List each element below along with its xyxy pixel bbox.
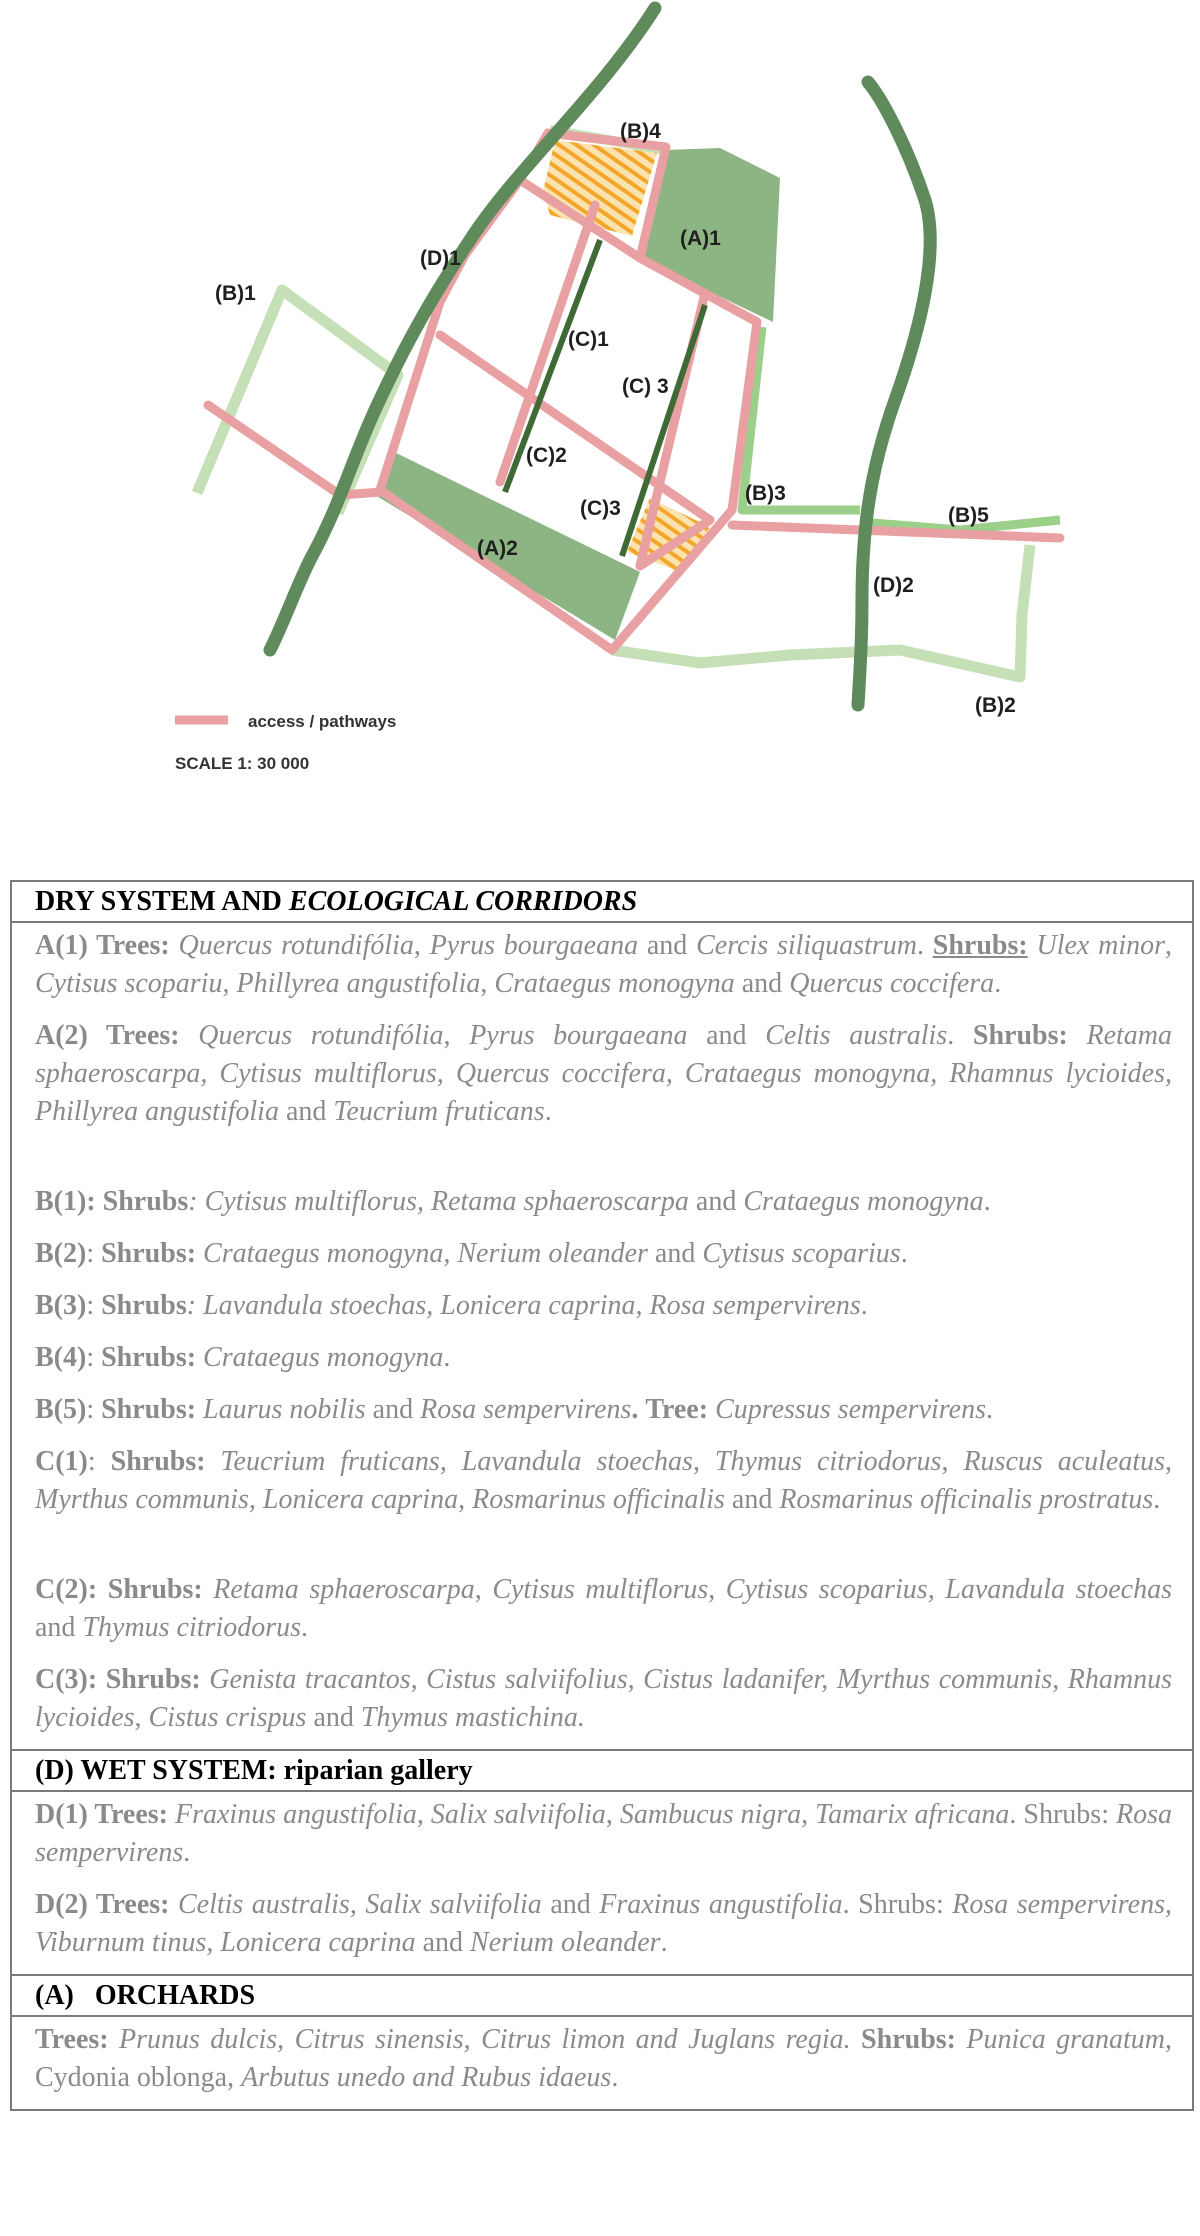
entry-b3 bbox=[35, 1287, 1172, 1325]
d1-shrubs-kw: Shrubs: bbox=[1023, 1799, 1116, 1830]
label-c3-lower: (C)3 bbox=[580, 497, 621, 520]
sep: , bbox=[605, 1799, 620, 1830]
b1-code: B(1): bbox=[35, 1186, 103, 1217]
sep: , bbox=[692, 1446, 715, 1477]
species-table bbox=[10, 880, 1194, 2111]
d1-t2: Salix salviifolia bbox=[430, 1799, 606, 1830]
d1-trees-kw: Trees: bbox=[94, 1799, 175, 1830]
c3-s1: Genista tracantos, Cistus salviifolius, Cistus ladanifer, Myrthus communis, Rhamnus lycioides, Cistus crispus bbox=[35, 1664, 1173, 1733]
c2-s2: Cytisus multiflorus, Cytisus scoparius, Lavandula stoechas bbox=[492, 1574, 1173, 1605]
wet-system-header: (D) WET SYSTEM: riparian gallery bbox=[12, 1751, 1192, 1792]
b1-colon: : bbox=[188, 1186, 205, 1217]
a1-t2: Pyrus bourgaeana bbox=[429, 930, 639, 961]
sep: , bbox=[416, 1799, 431, 1830]
b3-kw: Shrubs bbox=[101, 1290, 187, 1321]
entry-b5 bbox=[35, 1391, 1172, 1429]
sep: . bbox=[660, 1927, 668, 1958]
sep: , bbox=[480, 968, 495, 999]
a2-t3: Celtis australis bbox=[765, 1020, 948, 1051]
c3-kw: Shrubs: bbox=[105, 1664, 210, 1695]
b4-code: B(4) bbox=[35, 1342, 87, 1373]
a1-s2: Cytisus scopariu bbox=[35, 968, 223, 999]
sep: . bbox=[1153, 1484, 1161, 1515]
d2-t1: Celtis australis, Salix salviifolia bbox=[177, 1889, 542, 1920]
sep: . bbox=[183, 1837, 191, 1868]
entry-d2 bbox=[35, 1886, 1172, 1962]
a1-trees-kw: Trees: bbox=[96, 930, 179, 961]
c3-s2: Thymus mastichina bbox=[360, 1702, 578, 1733]
c1-s1: Teucrium fruticans bbox=[220, 1446, 440, 1477]
ecological-corridors-map bbox=[0, 0, 1200, 800]
sep: , bbox=[474, 1574, 493, 1605]
c1-s8: Rosmarinus officinalis prostratus bbox=[779, 1484, 1154, 1515]
dry-system-section bbox=[12, 923, 1192, 1751]
c1-code: C(1) bbox=[35, 1446, 88, 1477]
sep: . bbox=[947, 1020, 955, 1051]
b2-s1: Crataegus monogyna, Nerium oleander bbox=[203, 1238, 648, 1269]
b5-tree-kw: Tree: bbox=[645, 1394, 716, 1425]
sep: , bbox=[439, 1446, 462, 1477]
sep: . bbox=[631, 1394, 639, 1425]
sep: , bbox=[443, 1020, 470, 1051]
sep: . bbox=[577, 1702, 585, 1733]
b3-colon2: : bbox=[186, 1290, 204, 1321]
b5-code: B(5) bbox=[35, 1394, 87, 1425]
d2-t2: Fraxinus angustifolia bbox=[599, 1889, 843, 1920]
entry-orchards bbox=[35, 2021, 1172, 2097]
sep: . bbox=[443, 1342, 451, 1373]
a2-t1: Quercus rotundifólia bbox=[198, 1020, 444, 1051]
b3-s1: Lavandula stoechas, Lonicera caprina, Rosa sempervirens bbox=[203, 1290, 861, 1321]
entry-c3 bbox=[35, 1661, 1172, 1737]
sep: . bbox=[301, 1612, 309, 1643]
wet-system-section bbox=[12, 1792, 1192, 1976]
orchards-header: (A) ORCHARDS bbox=[12, 1976, 1192, 2017]
a2-s-list: Retama sphaeroscarpa, Cytisus multiflorus, Quercus coccifera, Crataegus monogyna, Rhamnus lycioides, Phillyrea angustifolia bbox=[35, 1020, 1173, 1127]
b5-kw: Shrubs: bbox=[101, 1394, 204, 1425]
b2-s2: Cytisus scoparius bbox=[702, 1238, 901, 1269]
d1-code: D(1) bbox=[35, 1799, 95, 1830]
dry-title-plain: DRY SYSTEM AND bbox=[35, 886, 289, 917]
c1-s2: Lavandula stoechas bbox=[461, 1446, 693, 1477]
b5-s1: Laurus nobilis bbox=[203, 1394, 366, 1425]
conj: and bbox=[372, 1394, 414, 1425]
label-c3-upper: (C) 3 bbox=[622, 375, 669, 398]
entry-a2 bbox=[35, 1017, 1172, 1131]
legend-scale: SCALE 1: 30 000 bbox=[175, 754, 310, 773]
conj: and bbox=[654, 1238, 696, 1269]
conj: and bbox=[741, 968, 783, 999]
sep: . bbox=[544, 1096, 552, 1127]
sep: , bbox=[413, 930, 430, 961]
b1-kw: Shrubs bbox=[102, 1186, 189, 1217]
a2-s-last: Teucrium fruticans bbox=[333, 1096, 545, 1127]
sep: . bbox=[611, 2062, 619, 2093]
b5-colon: : bbox=[86, 1394, 102, 1425]
label-b3: (B)3 bbox=[745, 482, 786, 505]
conj: and bbox=[313, 1702, 354, 1733]
label-d2: (D)2 bbox=[873, 574, 914, 597]
a2-trees-kw: Trees: bbox=[106, 1020, 199, 1051]
label-c2: (C)2 bbox=[526, 444, 567, 467]
sep: . bbox=[842, 1889, 850, 1920]
orchard-top bbox=[543, 140, 657, 236]
c1-s7: Rosmarinus officinalis bbox=[472, 1484, 725, 1515]
entry-a1 bbox=[35, 927, 1172, 1003]
entry-c2 bbox=[35, 1571, 1172, 1647]
dry-title-italic: ECOLOGICAL CORRIDORS bbox=[288, 886, 638, 917]
orchards-section bbox=[12, 2017, 1192, 2109]
b5-s2: Rosa sempervirens bbox=[420, 1394, 632, 1425]
sep: . bbox=[916, 930, 924, 961]
conj: and bbox=[731, 1484, 773, 1515]
label-d1: (D)1 bbox=[420, 247, 461, 270]
c1-s4: Ruscus aculeatus bbox=[963, 1446, 1166, 1477]
c3-code: C(3): bbox=[35, 1664, 106, 1695]
b2-kw: Shrubs: bbox=[101, 1238, 204, 1269]
a1-s5: Quercus coccifera bbox=[789, 968, 995, 999]
conj: and bbox=[35, 1612, 76, 1643]
c2-s1: Retama sphaeroscarpa bbox=[213, 1574, 475, 1605]
b2-colon: : bbox=[86, 1238, 102, 1269]
d2-s2: Nerium oleander bbox=[470, 1927, 661, 1958]
label-b1: (B)1 bbox=[215, 282, 256, 305]
a1-s4: Crataegus monogyna bbox=[494, 968, 735, 999]
legend-pathway-label: access / pathways bbox=[248, 712, 397, 731]
b3-code: B(3) bbox=[35, 1290, 87, 1321]
orchards-s3: Arbutus unedo and Rubus idaeus bbox=[241, 2062, 612, 2093]
orchards-trees-kw: Trees: bbox=[35, 2024, 119, 2055]
sep: , bbox=[222, 968, 237, 999]
c1-colon: : bbox=[87, 1446, 111, 1477]
label-a2: (A)2 bbox=[477, 537, 518, 560]
label-a1: (A)1 bbox=[680, 227, 721, 250]
a1-code: A(1) bbox=[35, 930, 97, 961]
a1-s1: Ulex minor bbox=[1036, 930, 1166, 961]
b3-colon: : bbox=[86, 1290, 102, 1321]
d2-code: D(2) bbox=[35, 1889, 96, 1920]
d1-t3: Sambucus nigra, Tamarix africana bbox=[619, 1799, 1010, 1830]
a2-shrubs-kw: Shrubs: bbox=[972, 1020, 1068, 1051]
a1-t3: Cercis siliquastrum bbox=[696, 930, 917, 961]
a2-t2: Pyrus bourgaeana bbox=[469, 1020, 688, 1051]
entry-b2 bbox=[35, 1235, 1172, 1273]
label-b5: (B)5 bbox=[948, 504, 989, 527]
c1-kw: Shrubs: bbox=[110, 1446, 221, 1477]
c1-s3: Thymus citriodorus bbox=[714, 1446, 942, 1477]
sep: . bbox=[985, 1394, 993, 1425]
sep: , bbox=[941, 1446, 964, 1477]
sep: , bbox=[1165, 1446, 1173, 1477]
sep: . bbox=[900, 1238, 908, 1269]
sep: . bbox=[1009, 1799, 1017, 1830]
conj: and bbox=[646, 930, 688, 961]
d2-shrubs-kw: Shrubs: bbox=[858, 1889, 953, 1920]
sep: . bbox=[983, 1186, 991, 1217]
b5-t1: Cupressus sempervirens bbox=[715, 1394, 986, 1425]
c2-code: C(2): bbox=[35, 1574, 108, 1605]
conj: and bbox=[695, 1186, 737, 1217]
c1-s6: Lonicera caprina bbox=[262, 1484, 459, 1515]
a1-s3: Phillyrea angustifolia bbox=[236, 968, 481, 999]
river-d2 bbox=[858, 82, 930, 705]
b1-s2: Crataegus monogyna bbox=[743, 1186, 984, 1217]
sep: . bbox=[860, 1290, 868, 1321]
label-b4: (B)4 bbox=[620, 120, 661, 143]
entry-b1 bbox=[35, 1183, 1172, 1221]
orchards-t1: Prunus dulcis, Citrus sinensis, Citrus limon and Juglans regia. bbox=[119, 2024, 851, 2055]
d2-trees-kw: Trees: bbox=[95, 1889, 178, 1920]
entry-d1 bbox=[35, 1796, 1172, 1872]
a1-shrubs-kw: Shrubs: bbox=[932, 930, 1028, 961]
orchards-shrubs-kw: Shrubs: bbox=[861, 2024, 956, 2055]
conj: and bbox=[550, 1889, 591, 1920]
b4-kw: Shrubs: bbox=[101, 1342, 204, 1373]
label-c1: (C)1 bbox=[568, 328, 609, 351]
label-b2: (B)2 bbox=[975, 694, 1016, 717]
sep: , bbox=[458, 1484, 473, 1515]
sep: , bbox=[248, 1484, 263, 1515]
d1-t1: Fraxinus angustifolia bbox=[174, 1799, 417, 1830]
conj: and bbox=[285, 1096, 327, 1127]
corridor-b1 bbox=[197, 290, 398, 513]
c2-s3: Thymus citriodorus bbox=[82, 1612, 302, 1643]
c1-s5: Myrthus communis bbox=[35, 1484, 249, 1515]
conj: and bbox=[706, 1020, 747, 1051]
b4-s1: Crataegus monogyna bbox=[203, 1342, 444, 1373]
d1-s1: Rosa sempervirens bbox=[35, 1799, 1172, 1868]
entry-b4 bbox=[35, 1339, 1172, 1377]
sep: . bbox=[994, 968, 1002, 999]
orchards-s2: , Cydonia oblonga, bbox=[35, 2024, 1172, 2093]
conj: and bbox=[422, 1927, 464, 1958]
a2-code: A(2) bbox=[35, 1020, 107, 1051]
c2-kw: Shrubs: bbox=[107, 1574, 214, 1605]
entry-c1 bbox=[35, 1443, 1172, 1519]
b1-s1: Cytisus multiflorus, Retama sphaeroscarpa bbox=[204, 1186, 689, 1217]
b2-code: B(2) bbox=[35, 1238, 87, 1269]
b4-colon: : bbox=[86, 1342, 102, 1373]
orchards-s1: Punica granatum bbox=[966, 2024, 1165, 2055]
a1-t1: Quercus rotundifólia bbox=[178, 930, 414, 961]
dry-system-header bbox=[12, 882, 1192, 923]
d2-s1: Rosa sempervirens, Viburnum tinus, Lonicera caprina bbox=[35, 1889, 1172, 1958]
sep: , bbox=[1165, 930, 1173, 961]
